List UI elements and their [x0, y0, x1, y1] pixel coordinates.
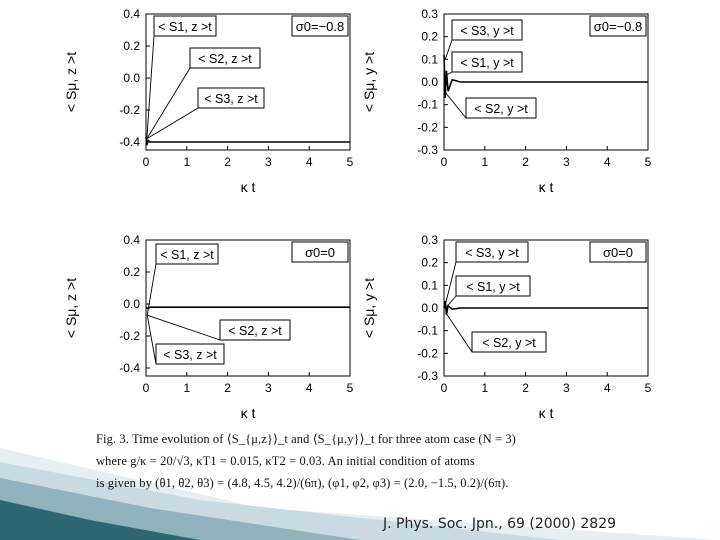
- y-tick-label: 0.3: [421, 233, 438, 247]
- sigma-label: σ0=−0.8: [295, 19, 345, 34]
- y-tick-label: 0.2: [123, 265, 140, 279]
- x-axis-label: κ t: [538, 179, 554, 195]
- x-tick-label: 3: [265, 381, 272, 395]
- component-label: < S3, y >t: [460, 24, 514, 38]
- pointer-line: [147, 68, 190, 139]
- y-tick-label: 0.3: [421, 7, 438, 21]
- panel-4: [361, 233, 652, 421]
- x-tick-label: 0: [142, 155, 150, 169]
- panel-3: [63, 233, 354, 421]
- pointer-line: [147, 315, 220, 340]
- x-tick-label: 2: [522, 155, 529, 169]
- y-tick-label: 0.0: [421, 301, 438, 315]
- component-label: < S2, y >t: [474, 102, 528, 116]
- pointer-line: [147, 36, 154, 139]
- y-tick-label: 0.2: [421, 29, 438, 44]
- x-tick-label: 5: [346, 381, 354, 395]
- y-tick-label: 0.0: [123, 71, 140, 85]
- y-tick-label: -0.1: [417, 97, 438, 112]
- x-axis-label: κ t: [240, 179, 256, 195]
- y-axis-label: < Sμ, z >t: [63, 51, 79, 113]
- x-tick-label: 1: [481, 381, 489, 395]
- component-label: < S2, z >t: [198, 52, 252, 66]
- y-tick-label: 0.4: [123, 233, 140, 247]
- component-label: < S3, z >t: [163, 348, 217, 362]
- sigma-label: σ0=0: [304, 245, 336, 260]
- caption-line-1: Fig. 3. Time evolution of ⟨S_{μ,z}⟩_t and ⟨S_{μ,y}⟩_t for three atom case (N = 3): [96, 432, 516, 446]
- x-tick-label: 2: [522, 381, 529, 395]
- y-tick-label: -0.1: [417, 323, 438, 338]
- figure-caption: [96, 428, 656, 494]
- x-tick-label: 2: [224, 155, 231, 169]
- pointer-line: [446, 93, 466, 118]
- y-tick-label: -0.3: [417, 369, 438, 383]
- component-label: < S3, z >t: [204, 92, 258, 106]
- x-tick-label: 5: [346, 155, 354, 169]
- y-tick-label: 0.1: [421, 52, 438, 67]
- component-label: < S2, z >t: [228, 324, 282, 338]
- sigma-label: σ0=0: [602, 245, 634, 260]
- x-tick-label: 4: [305, 155, 313, 169]
- y-tick-label: -0.2: [119, 329, 140, 343]
- x-tick-label: 0: [142, 381, 150, 395]
- y-axis-label: < Sμ, y >t: [361, 51, 377, 113]
- caption-line-2: where g/κ = 20/√3, κT1 = 0.015, κT2 = 0.03. An initial condition of atoms: [96, 454, 475, 468]
- x-tick-label: 1: [183, 381, 191, 395]
- x-tick-label: 3: [563, 155, 570, 169]
- series-line: [146, 137, 350, 145]
- x-axis-label: κ t: [240, 405, 256, 421]
- component-label: < S1, y >t: [460, 56, 514, 70]
- y-tick-label: -0.2: [417, 346, 438, 361]
- component-label: < S1, z >t: [160, 248, 214, 262]
- y-tick-label: 0.0: [421, 75, 438, 89]
- x-tick-label: 2: [224, 381, 231, 395]
- x-axis-label: κ t: [538, 405, 554, 421]
- y-tick-label: 0.0: [123, 297, 140, 311]
- x-tick-label: 4: [603, 381, 611, 395]
- caption-line-3: is given by (θ1, θ2, θ3) = (4.8, 4.5, 4.2)/(6π), (φ1, φ2, φ3) = (2.0, −1.5, 0.2)/(6π).: [96, 476, 509, 490]
- y-tick-label: -0.2: [119, 103, 140, 117]
- x-tick-label: 3: [563, 381, 570, 395]
- x-tick-label: 1: [183, 155, 191, 169]
- x-tick-label: 0: [440, 155, 448, 169]
- series-line: [444, 301, 648, 315]
- series-line: [146, 307, 350, 309]
- component-label: < S1, z >t: [158, 20, 212, 34]
- y-axis-label: < Sμ, y >t: [361, 277, 377, 339]
- y-tick-label: 0.1: [421, 278, 438, 293]
- y-tick-label: 0.4: [123, 7, 140, 21]
- x-tick-label: 1: [481, 155, 489, 169]
- y-tick-label: 0.2: [421, 255, 438, 270]
- x-tick-label: 4: [603, 155, 611, 169]
- citation: J. Phys. Soc. Jpn., 69 (2000) 2829: [383, 516, 617, 532]
- y-axis-label: < Sμ, z >t: [63, 277, 79, 339]
- panel-2: [361, 7, 652, 195]
- panel-1: [63, 7, 354, 195]
- x-tick-label: 5: [644, 155, 652, 169]
- x-tick-label: 4: [305, 381, 313, 395]
- pointer-line: [147, 315, 156, 364]
- x-tick-label: 5: [644, 381, 652, 395]
- component-label: < S2, y >t: [482, 336, 536, 350]
- y-tick-label: -0.3: [417, 143, 438, 157]
- y-tick-label: 0.2: [123, 39, 140, 53]
- y-tick-label: -0.4: [119, 135, 140, 149]
- component-label: < S1, y >t: [466, 280, 520, 294]
- x-tick-label: 3: [265, 155, 272, 169]
- sigma-label: σ0=−0.8: [593, 19, 643, 34]
- x-tick-label: 0: [440, 381, 448, 395]
- y-tick-label: -0.2: [417, 120, 438, 135]
- pointer-line: [445, 40, 452, 59]
- y-tick-label: -0.4: [119, 361, 140, 375]
- pointer-line: [147, 108, 198, 139]
- pointer-line: [446, 313, 472, 352]
- component-label: < S3, y >t: [465, 246, 519, 260]
